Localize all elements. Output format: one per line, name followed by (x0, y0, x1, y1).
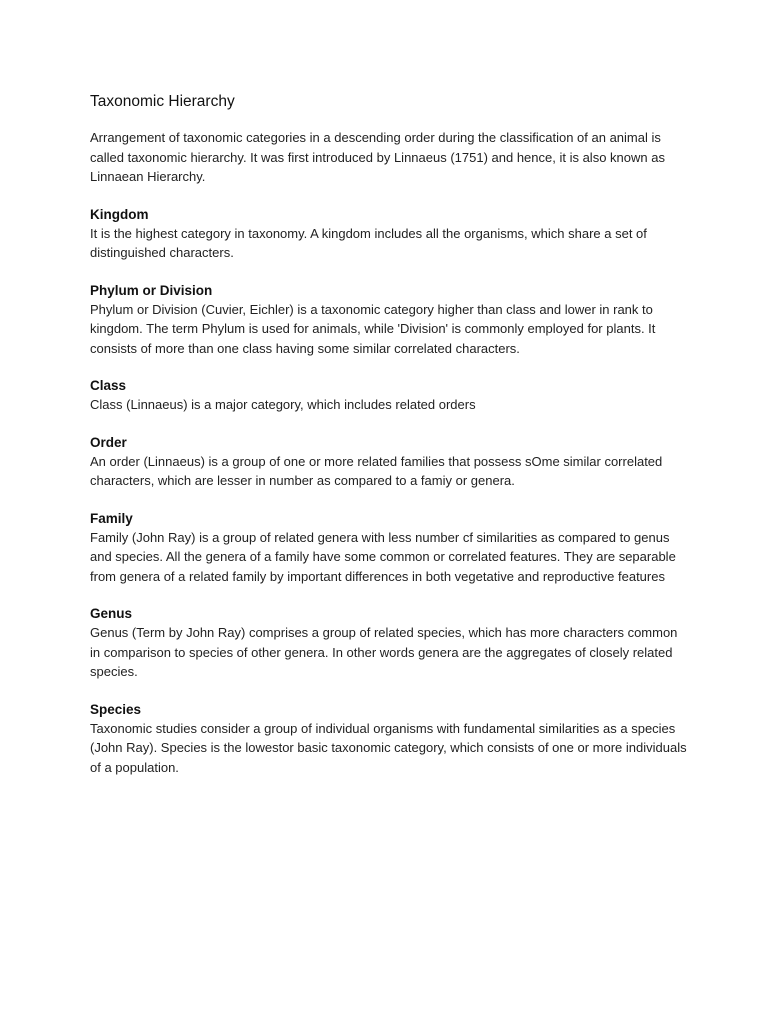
section-body: Genus (Term by John Ray) comprises a group of related species, which has more characters common in comparison to species of other genera. In other words genera are the aggregates of closely related species. (90, 625, 678, 679)
section-species (90, 700, 690, 778)
section-genus (90, 604, 690, 682)
document-page (90, 92, 690, 795)
section-heading: Kingdom (90, 206, 149, 222)
section-heading: Class (90, 378, 127, 393)
section-heading: Family (90, 510, 133, 526)
section-heading: Genus (90, 606, 133, 621)
section-body: Taxonomic studies consider a group of individual organisms with fundamental similarities as a species (John Ray). Species is the lowestor basic taxonomic category, which consists of one or more individuals of a population. (90, 720, 687, 775)
document-title: Taxonomic Hierarchy (90, 93, 235, 110)
section-heading: Species (90, 701, 142, 717)
section-body: Class (Linnaeus) is a major category, which includes related orders (90, 397, 476, 412)
section-body: It is the highest category in taxonomy. A kingdom includes all the organisms, which share a set of distinguished characters. (90, 225, 647, 260)
section-class (90, 376, 690, 415)
section-heading: Phylum or Division (90, 282, 213, 298)
intro-paragraph: Arrangement of taxonomic categories in a descending order during the classification of an animal is called taxonomic hierarchy. It was first introduced by Linnaeus (1751) and hence, it is also known as Linnaean Hierarchy. (90, 130, 665, 184)
section-family (90, 509, 690, 587)
section-body: An order (Linnaeus) is a group of one or more related families that possess sOme similar correlated characters, which are lesser in number as compared to a famiy or genera. (90, 453, 663, 488)
section-phylum (90, 281, 690, 359)
section-heading: Order (90, 434, 127, 450)
section-body: Family (John Ray) is a group of related genera with less number cf similarities as compared to genus and species. All the genera of a family have some common or correlated features. They are separable from genera of a related family by important differences in both vegetative and reproductive features (90, 529, 676, 584)
section-body: Phylum or Division (Cuvier, Eichler) is a taxonomic category higher than class and lower in rank to kingdom. The term Phylum is used for animals, while 'Division' is commonly employed for plants. It consists of more than one class having some similar correlated characters. (90, 301, 656, 356)
section-order (90, 433, 690, 491)
section-kingdom (90, 205, 690, 263)
